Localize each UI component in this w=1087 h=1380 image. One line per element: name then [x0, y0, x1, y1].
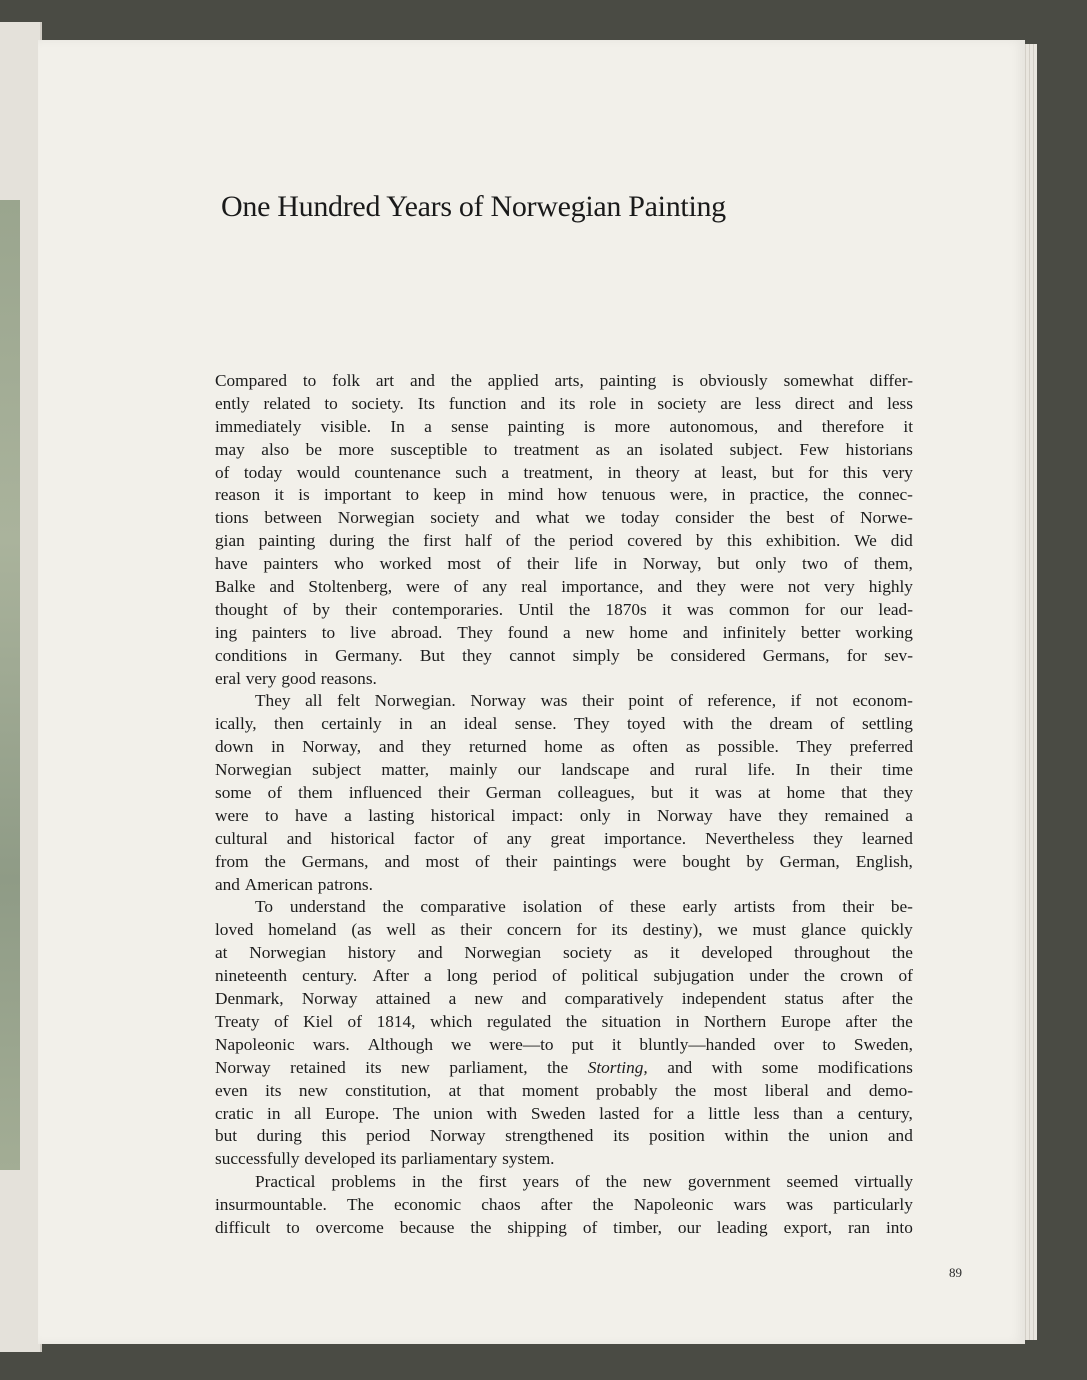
- text-line: but during this period Norway strengthened its position within the union and: [215, 1126, 913, 1146]
- body-text: [215, 370, 913, 1240]
- text-line: difficult to overcome because the shipping of timber, our leading export, ran into: [215, 1217, 913, 1237]
- text-line: Compared to folk art and the applied arts, painting is obviously somewhat differ-: [215, 371, 913, 390]
- text-line: at Norwegian history and Norwegian society as it developed throughout the: [215, 943, 913, 963]
- text-line: from the Germans, and most of their paintings were bought by German, English,: [215, 851, 913, 871]
- page-number: 89: [949, 1265, 962, 1280]
- text-line: To understand the comparative isolation of these early artists from their be-: [255, 897, 913, 917]
- text-line: reason it is important to keep in mind how tenuous were, in practice, the connec-: [215, 485, 913, 505]
- facing-page-illustration: [0, 200, 20, 1170]
- text-line: nineteenth century. After a long period of political subjugation under the crown of: [215, 966, 913, 986]
- text-line: eral very good reasons.: [215, 668, 377, 688]
- text-line: Norwegian subject matter, mainly our landscape and rural life. In their time: [215, 760, 913, 780]
- text-line: thought of by their contemporaries. Until the 1870s it was common for our lead-: [215, 599, 913, 619]
- text-line: conditions in Germany. But they cannot simply be considered Germans, for sev-: [215, 645, 913, 665]
- text-line: Balke and Stoltenberg, were of any real importance, and they were not very highly: [215, 577, 913, 597]
- text-line: Norway retained its new parliament, the Storting, and with some modifications: [215, 1057, 913, 1077]
- text-line: some of them influenced their German colleagues, but it was at home that they: [215, 783, 913, 803]
- text-line: successfully developed its parliamentary system.: [215, 1149, 555, 1169]
- text-line: immediately visible. In a sense painting is more autonomous, and therefore it: [215, 416, 913, 436]
- text-line: even its new constitution, at that moment probably the most liberal and demo-: [215, 1080, 913, 1100]
- text-line: cultural and historical factor of any great importance. Nevertheless they learned: [215, 828, 913, 848]
- facing-page-edge: [0, 22, 42, 1352]
- text-line: were to have a lasting historical impact: only in Norway have they remained a: [215, 805, 913, 825]
- text-line: Napoleonic wars. Although we were—to put it bluntly—handed over to Sweden,: [215, 1034, 913, 1054]
- text-line: insurmountable. The economic chaos after the Napoleonic wars was particularly: [215, 1195, 913, 1215]
- text-line: Practical problems in the first years of the new government seemed virtually: [255, 1172, 913, 1192]
- text-line: ically, then certainly in an ideal sense. They toyed with the dream of settling: [215, 714, 913, 734]
- text-line: and American patrons.: [215, 874, 373, 894]
- text-line: of today would countenance such a treatment, in theory at least, but for this very: [215, 462, 913, 482]
- text-line: Denmark, Norway attained a new and comparatively independent status after the: [215, 989, 913, 1009]
- text-line: ently related to society. Its function and its role in society are less direct and less: [215, 393, 913, 413]
- text-line: loved homeland (as well as their concern for its destiny), we must glance quickly: [215, 920, 913, 940]
- text-line: tions between Norwegian society and what we today consider the best of Norwe-: [215, 508, 913, 528]
- text-line: have painters who worked most of their life in Norway, but only two of them,: [215, 554, 913, 574]
- text-line: down in Norway, and they returned home as often as possible. They preferred: [215, 737, 913, 757]
- text-line: They all felt Norwegian. Norway was their point of reference, if not econom-: [255, 691, 913, 711]
- chapter-title: One Hundred Years of Norwegian Painting: [221, 190, 726, 223]
- text-line: Treaty of Kiel of 1814, which regulated the situation in Northern Europe after the: [215, 1011, 913, 1031]
- text-line: may also be more susceptible to treatment as an isolated subject. Few historians: [215, 439, 913, 459]
- text-line: gian painting during the first half of the period covered by this exhibition. We did: [215, 531, 913, 551]
- text-line: ing painters to live abroad. They found a new home and infinitely better working: [215, 622, 913, 642]
- text-line: cratic in all Europe. The union with Sweden lasted for a little less than a century,: [215, 1103, 913, 1123]
- page-edge-3: [1033, 44, 1037, 1340]
